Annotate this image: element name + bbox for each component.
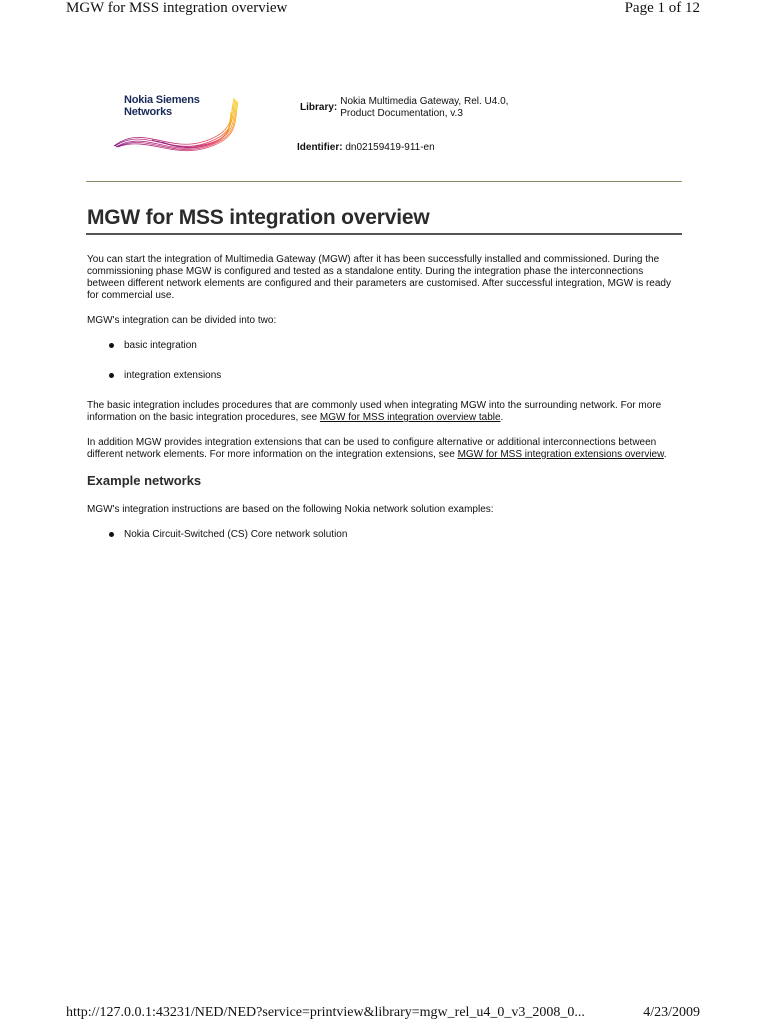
basic-integration-paragraph bbox=[87, 400, 683, 424]
library-label: Library: bbox=[300, 102, 338, 113]
bullet-icon bbox=[109, 343, 114, 348]
bullet-icon bbox=[109, 373, 114, 378]
identifier-value: dn02159419-911-en bbox=[345, 142, 435, 153]
list-item bbox=[87, 529, 683, 541]
bullet-icon bbox=[109, 532, 114, 537]
header-divider bbox=[86, 181, 682, 182]
extensions-text: In addition MGW provides integration extensions that can be used to configure alternative or additional interconnections between different network elements. For more information on the integration extensions, see bbox=[87, 437, 657, 460]
division-paragraph: MGW's integration can be divided into two: bbox=[87, 315, 277, 326]
logo-line-2: Networks bbox=[124, 106, 172, 118]
title-underline bbox=[86, 233, 682, 235]
extensions-overview-link[interactable]: MGW for MSS integration extensions overview bbox=[457, 449, 664, 460]
library-meta bbox=[300, 96, 510, 120]
print-footer bbox=[66, 1005, 700, 1021]
library-value: Nokia Multimedia Gateway, Rel. U4.0, Product Documentation, v.3 bbox=[340, 96, 509, 119]
nokia-siemens-logo bbox=[112, 94, 242, 154]
document-body bbox=[87, 254, 683, 559]
network-solutions-list bbox=[87, 529, 683, 541]
examples-paragraph: MGW's integration instructions are based on the following Nokia network solution examples: bbox=[87, 504, 494, 515]
example-networks-heading: Example networks bbox=[87, 473, 202, 488]
list-item-text: Nokia Circuit-Switched (CS) Core network solution bbox=[124, 529, 348, 540]
list-item-text: basic integration bbox=[124, 340, 197, 351]
list-item-text: integration extensions bbox=[124, 370, 222, 381]
list-item bbox=[87, 370, 683, 382]
intro-paragraph: You can start the integration of Multimedia Gateway (MGW) after it has been successfully installed and commissioned. During the commissioning phase MGW is configured and tested as a standalone entity. During the integration phase the interconnections between different network elements are configured and their parameters are customised. After successful integration, MGW is ready for commercial use. bbox=[87, 254, 671, 301]
identifier-meta bbox=[297, 142, 435, 154]
list-item bbox=[87, 340, 683, 352]
logo-line-1: Nokia Siemens bbox=[124, 94, 200, 106]
extensions-end: . bbox=[663, 449, 667, 460]
overview-table-link[interactable]: MGW for MSS integration overview table bbox=[319, 412, 501, 423]
integration-types-list bbox=[87, 340, 683, 382]
print-footer-date: 4/23/2009 bbox=[643, 1005, 700, 1020]
logo-text bbox=[124, 94, 200, 118]
page-title: MGW for MSS integration overview bbox=[87, 206, 430, 229]
print-header-page: Page 1 of 12 bbox=[624, 0, 700, 16]
print-footer-url: http://127.0.0.1:43231/NED/NED?service=printview&library=mgw_rel_u4_0_v3_2008_0... bbox=[66, 1005, 585, 1020]
identifier-label: Identifier: bbox=[297, 142, 343, 153]
extensions-paragraph bbox=[87, 437, 683, 461]
print-header bbox=[66, 0, 700, 17]
print-header-title: MGW for MSS integration overview bbox=[66, 0, 288, 16]
basic-integration-end: . bbox=[500, 412, 504, 423]
basic-integration-text: The basic integration includes procedures that are commonly used when integrating MGW into the surrounding network. For more information on the basic integration procedures, see bbox=[87, 400, 662, 423]
